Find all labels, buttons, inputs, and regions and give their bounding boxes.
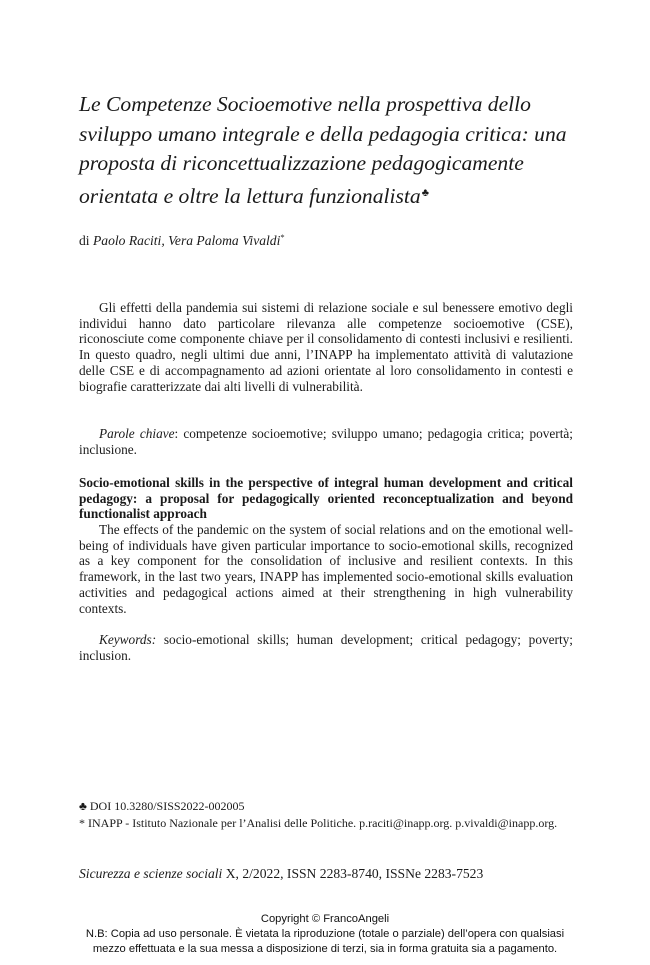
author-line [79,229,579,249]
author-footnote-mark: * [280,232,285,242]
keywords-italian-label: Parole chiave [99,426,175,441]
english-title: Socio-emotional skills in the perspective of integral human development and critical pedagogy: a proposal for pedagogically oriented reconceptualization and beyond functionalist approach [79,475,573,522]
article-title [79,90,599,211]
keywords-english-list: socio-emotional skills; human development; critical pedagogy; poverty; inclusion. [79,632,573,663]
abstract-english: The effects of the pandemic on the system of social relations and on the emotional well-being of individuals have given particular importance to socio-emotional skills, recognized as a key component for the consolidation of inclusive and resilient contexts. In this framework, in the last two years, INAPP has implemented socio-emotional skills evaluation activities and pedagogical actions aimed at their strengthening in high vulnerability contexts. [79,522,573,616]
keywords-italian [79,426,573,457]
journal-citation [79,866,579,882]
keywords-english [79,632,573,663]
author-names: Paolo Raciti, Vera Paloma Vivaldi [92,233,281,248]
footnote-doi: ♣ DOI 10.3280/SISS2022-002005 [79,799,245,813]
journal-details: X, 2/2022, ISSN 2283-8740, ISSNe 2283-7523 [222,866,484,881]
article-title-text: Le Competenze Socioemotive nella prospettiva dello sviluppo umano integrale e della pedagogia critica: una proposta di riconcettualizzazione pedagogicamente orientata e oltre la lettura funzionalista [79,92,567,208]
journal-name: Sicurezza e scienze sociali [79,866,223,881]
keywords-english-label: Keywords: [99,632,157,647]
keywords-italian-list: : competenze socioemotive; sviluppo umano; pedagogia critica; povertà; inclusione. [79,426,574,457]
title-footnote-mark: ♣ [421,186,429,199]
footnotes [79,798,573,831]
copyright-line: Copyright © FrancoAngeli [260,913,390,925]
copyright-note-line-2: mezzo effettuata e la sua messa a disposizione di terzi, sia in forma gratuita sia a pagamento. [92,942,558,955]
footnote-affiliation: * INAPP - Istituto Nazionale per l’Analisi delle Politiche. p.raciti@inapp.org. p.vivaldi@inapp.org. [79,815,558,830]
copyright-note-line-1: N.B: Copia ad uso personale. È vietata la riproduzione (totale o parziale) dell’opera con qualsiasi [85,927,565,940]
authors-prefix: di [79,233,93,248]
abstract-italian: Gli effetti della pandemia sui sistemi di relazione sociale e sul benessere emotivo degli individui hanno dato particolare rilevanza alle competenze socioemotive (CSE), riconosciute come componente chiave per il consolidamento di contesti inclusivi e resilienti. In questo quadro, negli ultimi due anni, l’INAPP ha implementato attività di valutazione delle CSE e di accompagnamento ad azioni orientate al loro consolidamento in contesti e biografie caratterizzate dai alti livelli di vulnerabilità. [79,300,573,394]
copyright-notice [0,912,650,956]
